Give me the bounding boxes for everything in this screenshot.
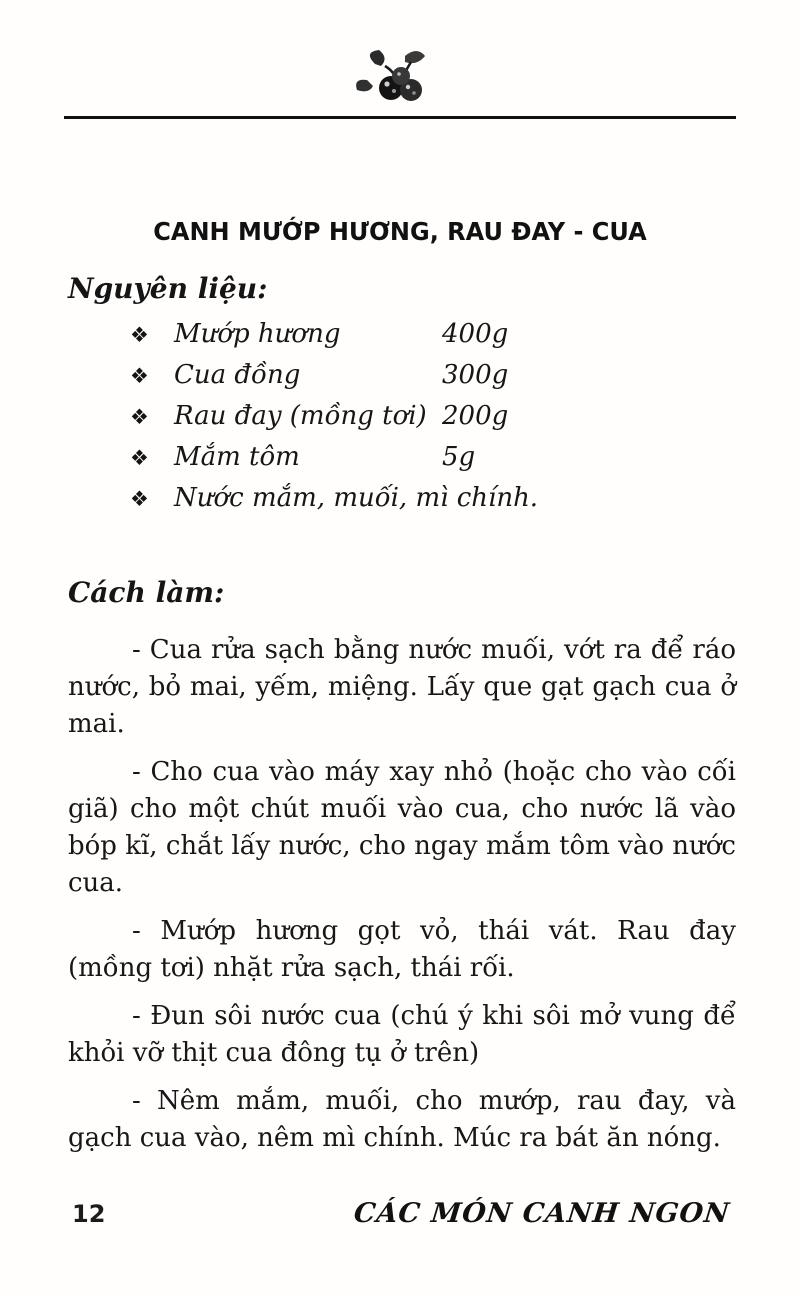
diamond-bullet-icon: ❖ (130, 323, 149, 347)
page-footer (72, 1198, 730, 1229)
method-step: - Đun sôi nước cua (chú ý khi sôi mở vung để khỏi vỡ thịt cua đông tụ ở trên) (68, 1001, 736, 1068)
ingredients-heading: Nguyên liệu: (68, 272, 268, 305)
ingredient-name: Mướp hương (174, 319, 341, 349)
ingredient-amount: 400g (442, 319, 509, 349)
ingredient-name: Mắm tôm (174, 442, 300, 472)
ingredient-name: Nước mắm, muối, mì chính. (174, 483, 539, 513)
ingredient-name: Cua đồng (174, 360, 301, 390)
method-steps (0, 621, 800, 1157)
ingredient-name: Rau đay (mồng tơi) (174, 401, 427, 431)
method-step: - Cho cua vào máy xay nhỏ (hoặc cho vào cối giã) cho một chút muối vào cua, cho nước lã vào bóp kĩ, chắt lấy nước, cho ngay mắm tôm vào nước cua. (68, 757, 736, 898)
ingredient-row (0, 401, 800, 442)
ingredient-amount: 300g (442, 360, 509, 390)
method-step: - Cua rửa sạch bằng nước muối, vớt ra để ráo nước, bỏ mai, yếm, miệng. Lấy que gạt gạch cua ở mai. (68, 635, 736, 739)
ingredient-amount: 5g (442, 442, 476, 472)
top-rule (64, 116, 736, 119)
ingredients-list (0, 319, 800, 524)
page-number: 12 (72, 1200, 106, 1228)
ingredient-row (0, 360, 800, 401)
book-title-logo: CÁC MÓN CANH NGON (352, 1198, 732, 1229)
recipe-title: CANH MƯỚP HƯƠNG, RAU ĐAY - CUA (153, 217, 647, 246)
diamond-bullet-icon: ❖ (130, 364, 149, 388)
floral-ornament-icon (345, 46, 455, 108)
ingredient-row (0, 319, 800, 360)
diamond-bullet-icon: ❖ (130, 487, 149, 511)
method-heading: Cách làm: (68, 576, 225, 609)
diamond-bullet-icon: ❖ (130, 446, 149, 470)
method-step: - Mướp hương gọt vỏ, thái vát. Rau đay (mồng tơi) nhặt rửa sạch, thái rối. (68, 916, 736, 983)
diamond-bullet-icon: ❖ (130, 405, 149, 429)
method-step: - Nêm mắm, muối, cho mướp, rau đay, và gạch cua vào, nêm mì chính. Múc ra bát ăn nóng. (68, 1086, 736, 1153)
ingredient-amount: 200g (442, 401, 509, 431)
ingredient-row (0, 442, 800, 483)
ingredient-row (0, 483, 800, 524)
